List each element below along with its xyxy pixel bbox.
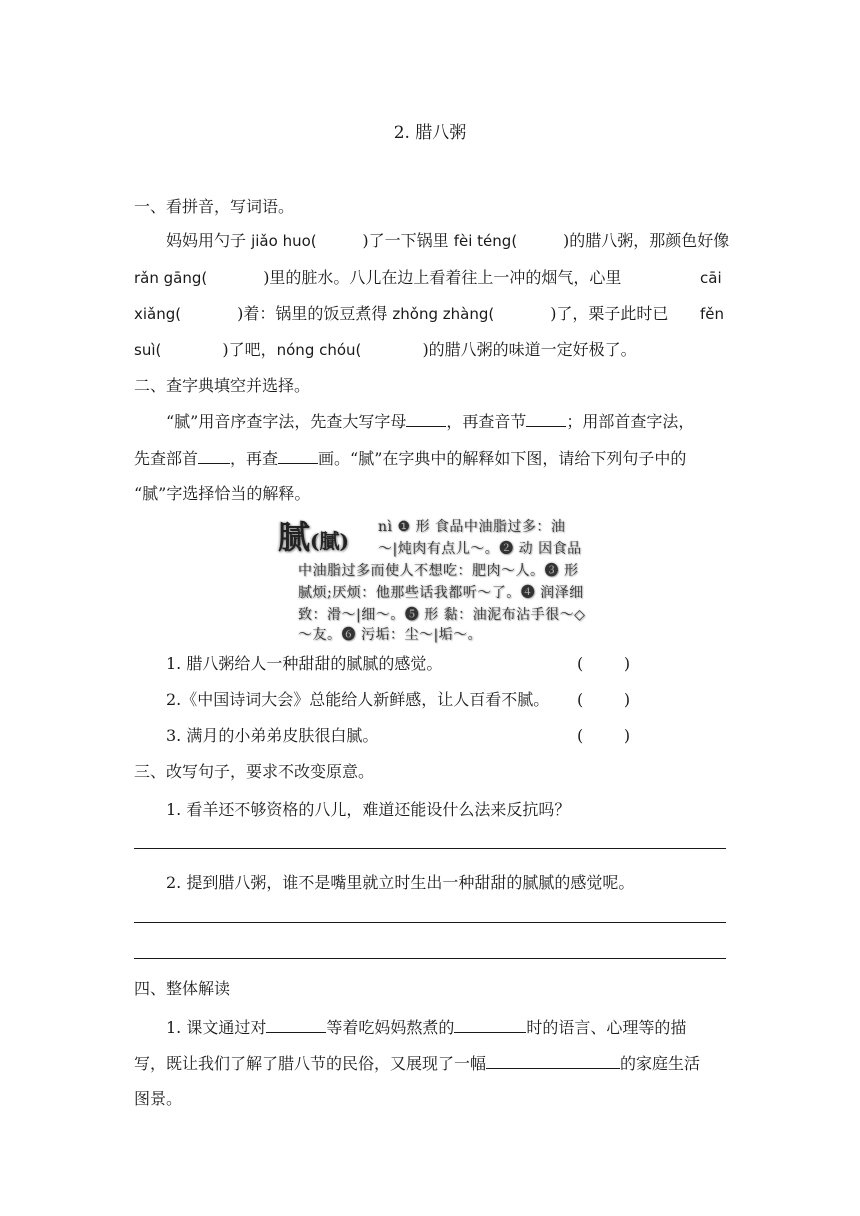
s4-text: 等着吃妈妈熬煮的	[326, 1018, 455, 1037]
answer-blank[interactable]	[181, 304, 237, 323]
s4-line-2	[134, 1052, 700, 1075]
answer-paren-2[interactable]: ( )	[577, 690, 631, 709]
answer-paren-3[interactable]: ( )	[577, 726, 631, 745]
s2-line-1	[166, 410, 694, 433]
fill-blank[interactable]	[526, 410, 566, 427]
s2-line-3: “腻”字选择恰当的解释。	[134, 484, 311, 503]
s4-text: 1. 课文通过对	[166, 1018, 267, 1037]
s1-text: )的腊八粥的味道一定好极了。	[422, 340, 637, 359]
answer-paren-1[interactable]: ( )	[577, 654, 631, 673]
pinyin-xiang: xiǎng(	[134, 305, 182, 323]
s1-text: )着：锅里的饭豆煮得	[237, 304, 393, 323]
section2-heading: 二、查字典填空并选择。	[134, 376, 311, 395]
fill-blank[interactable]	[278, 447, 318, 464]
fill-blank[interactable]	[486, 1052, 620, 1069]
s3-question-2: 2. 提到腊八粥，谁不是嘴里就立时生出一种甜甜的腻腻的感觉呢。	[166, 873, 635, 892]
s2-text: 先查部首	[134, 449, 199, 468]
answer-line[interactable]	[134, 958, 726, 959]
s2-text: ；用部首查字法，	[566, 412, 695, 431]
dict-line-2: ～|炖肉有点儿～。❷ 动 因食品	[378, 541, 582, 557]
section4-heading: 四、整体解读	[134, 979, 231, 998]
s1-line-2	[134, 267, 621, 289]
s4-line-3: 图景。	[134, 1089, 183, 1108]
s1-text: )了一下锅里	[362, 231, 454, 250]
pinyin-jiaohuo: jiǎo huo(	[251, 232, 317, 250]
dict-line-1: nì ❶ 形 食品中油脂过多：油	[378, 519, 566, 535]
answer-blank[interactable]	[361, 340, 422, 359]
s4-text: 写，既让我们了解了腊八节的民俗，又展现了一幅	[134, 1054, 487, 1073]
s2-text: ，再查音节	[446, 412, 527, 431]
answer-blank[interactable]	[207, 268, 263, 287]
s1-text: )了吧，	[222, 340, 277, 359]
dictionary-entry-image	[278, 512, 618, 642]
s1-line-3	[134, 303, 668, 325]
s2-text: 画。“腻”在字典中的解释如下图，请给下列句子中的	[318, 449, 687, 468]
pinyin-sui: suì(	[134, 341, 162, 359]
s1-line-1	[166, 230, 729, 252]
pinyin-feiteng: fèi téng(	[453, 232, 518, 250]
fill-blank[interactable]	[454, 1016, 526, 1033]
s1-text: )里的脏水。八儿在边上看着往上一冲的烟气，心里	[263, 268, 622, 287]
s2-question-1: 1. 腊八粥给人一种甜甜的腻腻的感觉。	[166, 654, 443, 673]
pinyin-nongchou: nóng chóu(	[276, 341, 362, 359]
pinyin-cai: cāi	[700, 269, 722, 287]
s4-line-1	[166, 1016, 686, 1039]
headword: 腻	[278, 518, 311, 556]
s2-text: ，再查	[230, 449, 279, 468]
s2-question-3: 3. 满月的小弟弟皮肤很白腻。	[166, 726, 379, 745]
answer-blank[interactable]	[317, 231, 363, 250]
fill-blank[interactable]	[266, 1016, 326, 1033]
s2-question-2: 2.《中国诗词大会》总能给人新鲜感，让人百看不腻。	[166, 690, 550, 709]
dictionary-headword	[278, 512, 349, 558]
dict-line-6: ～友。❻ 污垢：尘～|垢～。	[298, 627, 483, 643]
fill-blank[interactable]	[198, 447, 230, 464]
s1-line-4	[134, 339, 637, 361]
dict-line-3: 中油脂过多而使人不想吃：肥肉～人。❸ 形	[298, 563, 579, 579]
fill-blank[interactable]	[406, 410, 446, 427]
page-title: 2. 腊八粥	[393, 123, 467, 143]
s2-line-2	[134, 447, 686, 470]
answer-blank[interactable]	[494, 304, 550, 323]
pinyin-zhongzhang: zhǒng zhàng(	[392, 305, 495, 323]
pinyin-rangang: rǎn gāng(	[134, 269, 208, 287]
section3-heading: 三、改写句子，要求不改变原意。	[134, 762, 375, 781]
s3-question-1: 1. 看羊还不够资格的八儿，难道还能设什么法来反抗吗？	[166, 800, 571, 819]
s4-text: 时的语言、心理等的描	[526, 1018, 687, 1037]
answer-blank[interactable]	[517, 231, 563, 250]
s1-text: )的腊八粥，那颜色好像	[562, 231, 730, 250]
answer-line[interactable]	[134, 922, 726, 923]
section1-heading: 一、看拼音，写词语。	[134, 197, 295, 216]
s4-text: 的家庭生活	[620, 1054, 701, 1073]
answer-line[interactable]	[134, 848, 726, 849]
pinyin-fen: fěn	[700, 305, 725, 323]
s2-text: “腻”用音序查字法，先查大写字母	[166, 412, 407, 431]
s1-text: )了，栗子此时已	[550, 304, 669, 323]
s1-text: 妈妈用勺子	[166, 231, 252, 250]
dict-line-5: 致：滑～|细～。❺ 形 黏：油泥布沾手很～◇	[298, 607, 586, 623]
dict-line-4: 腻烦;厌烦：他那些话我都听～了。❹ 润泽细	[298, 585, 584, 601]
answer-blank[interactable]	[161, 340, 222, 359]
headword-traditional: (膩)	[310, 529, 349, 553]
